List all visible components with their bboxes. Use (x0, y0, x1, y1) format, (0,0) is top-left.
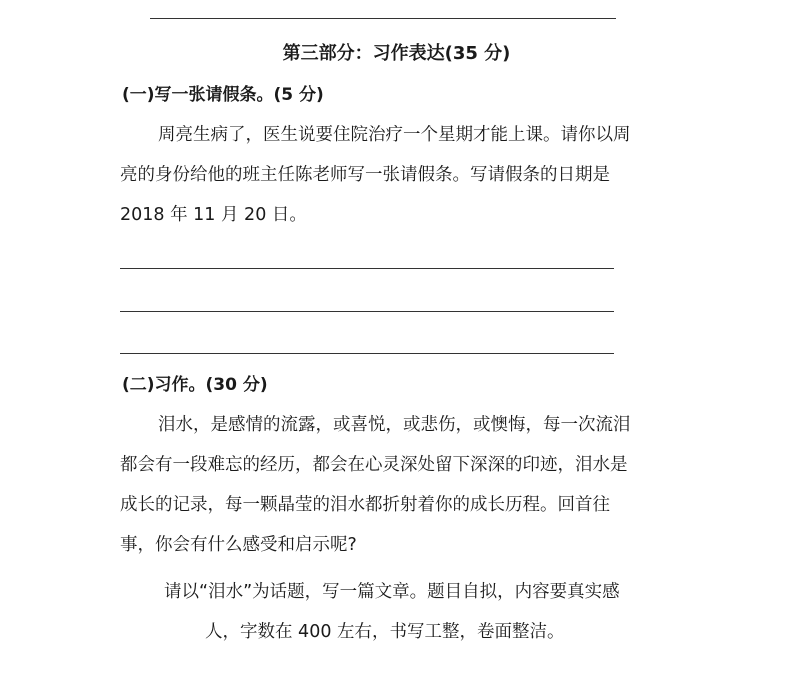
part2-task-line: 人，字数在 400 左右，书写工整，卷面整洁。 (205, 622, 565, 642)
part1-heading: (一)写一张请假条。(5 分) (122, 85, 324, 105)
part2-prompt-line: 成长的记录，每一颗晶莹的泪水都折射着你的成长历程。回首往 (120, 495, 610, 515)
answer-line[interactable] (120, 268, 614, 269)
section-title: 第三部分：习作表达(35 分) (282, 43, 511, 64)
part2-task (120, 572, 685, 652)
part1-prompt-line: 2018 年 11 月 20 日。 (120, 205, 307, 225)
part1-prompt (120, 115, 685, 235)
part2-prompt-line: 事，你会有什么感受和启示呢? (120, 535, 357, 555)
answer-line[interactable] (120, 353, 614, 354)
part2-task-line: 请以“泪水”为话题，写一篇文章。题目自拟，内容要真实感 (164, 582, 620, 602)
part2-prompt-line: 泪水，是感情的流露，或喜悦，或悲伤，或懊悔，每一次流泪 (158, 415, 631, 435)
top-divider (150, 18, 616, 19)
answer-line[interactable] (120, 311, 614, 312)
part2-prompt (120, 405, 685, 565)
part2-heading: (二)习作。(30 分) (122, 375, 268, 395)
part1-prompt-line: 周亮生病了，医生说要住院治疗一个星期才能上课。请你以周 (158, 125, 631, 145)
part2-prompt-line: 都会有一段难忘的经历，都会在心灵深处留下深深的印迹，泪水是 (120, 455, 628, 475)
part1-prompt-line: 亮的身份给他的班主任陈老师写一张请假条。写请假条的日期是 (120, 165, 610, 185)
